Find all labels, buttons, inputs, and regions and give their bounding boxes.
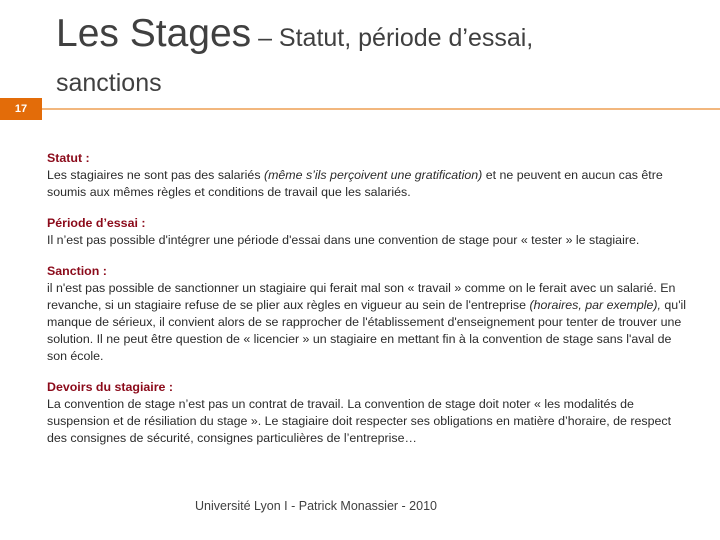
text-part: Les stagiaires ne sont pas des salariés [47, 168, 264, 182]
slide-title-line2: sanctions [56, 69, 162, 97]
section-periode-essai [47, 215, 687, 249]
slide-footer: Université Lyon I - Patrick Monassier - 2010 [195, 499, 437, 513]
section-text [47, 167, 687, 201]
text-part: qu'il manque de sérieux, il convient alors de se rapprocher de l'établissement d'enseignement pour tenter de trouver une solution. Il ne peut être question de « licencier » un stagiaire en mettant fin à la convention de stage sans l'aval de son école. [47, 298, 687, 363]
text-part: et ne peuvent en aucun cas être soumis aux mêmes règles et conditions de travail que les salariés. [47, 168, 663, 199]
text-part: il n'est pas possible de sanctionner un stagiaire qui ferait mal son « travail » comme on le ferait avec un salarié. En revanche, si un stagiaire refuse de se plier aux règles en vigueur au sein de l'entreprise [47, 281, 676, 312]
slide-title-main: Les Stages [56, 12, 252, 55]
text-italic: (même s’ils perçoivent une gratification) [263, 168, 483, 182]
section-text [47, 280, 687, 365]
slide-title-rest: – Statut, période d’essai, [251, 24, 534, 52]
text-italic: (horaires, par exemple), [529, 298, 661, 312]
section-heading: Sanction : [47, 264, 107, 278]
section-devoirs [47, 379, 687, 447]
slide-content [47, 150, 687, 461]
section-heading: Devoirs du stagiaire : [47, 380, 174, 394]
section-heading: Période d’essai : [47, 216, 146, 230]
section-text: La convention de stage n’est pas un contrat de travail. La convention de stage doit noter « les modalités de suspension et de résiliation du stage ». Le stagiaire doit respecter ses obligations en matière d’horaire, de respect des consignes de sécurité, consignes particulières de l’entreprise… [47, 397, 672, 445]
section-statut [47, 150, 687, 201]
section-heading: Statut : [47, 151, 90, 165]
title-divider [42, 108, 720, 110]
section-sanction [47, 263, 687, 365]
slide-number-badge: 17 [0, 98, 42, 120]
slide-title [56, 14, 696, 96]
section-text: Il n’est pas possible d'intégrer une période d'essai dans une convention de stage pour « tester » le stagiaire. [47, 233, 640, 247]
